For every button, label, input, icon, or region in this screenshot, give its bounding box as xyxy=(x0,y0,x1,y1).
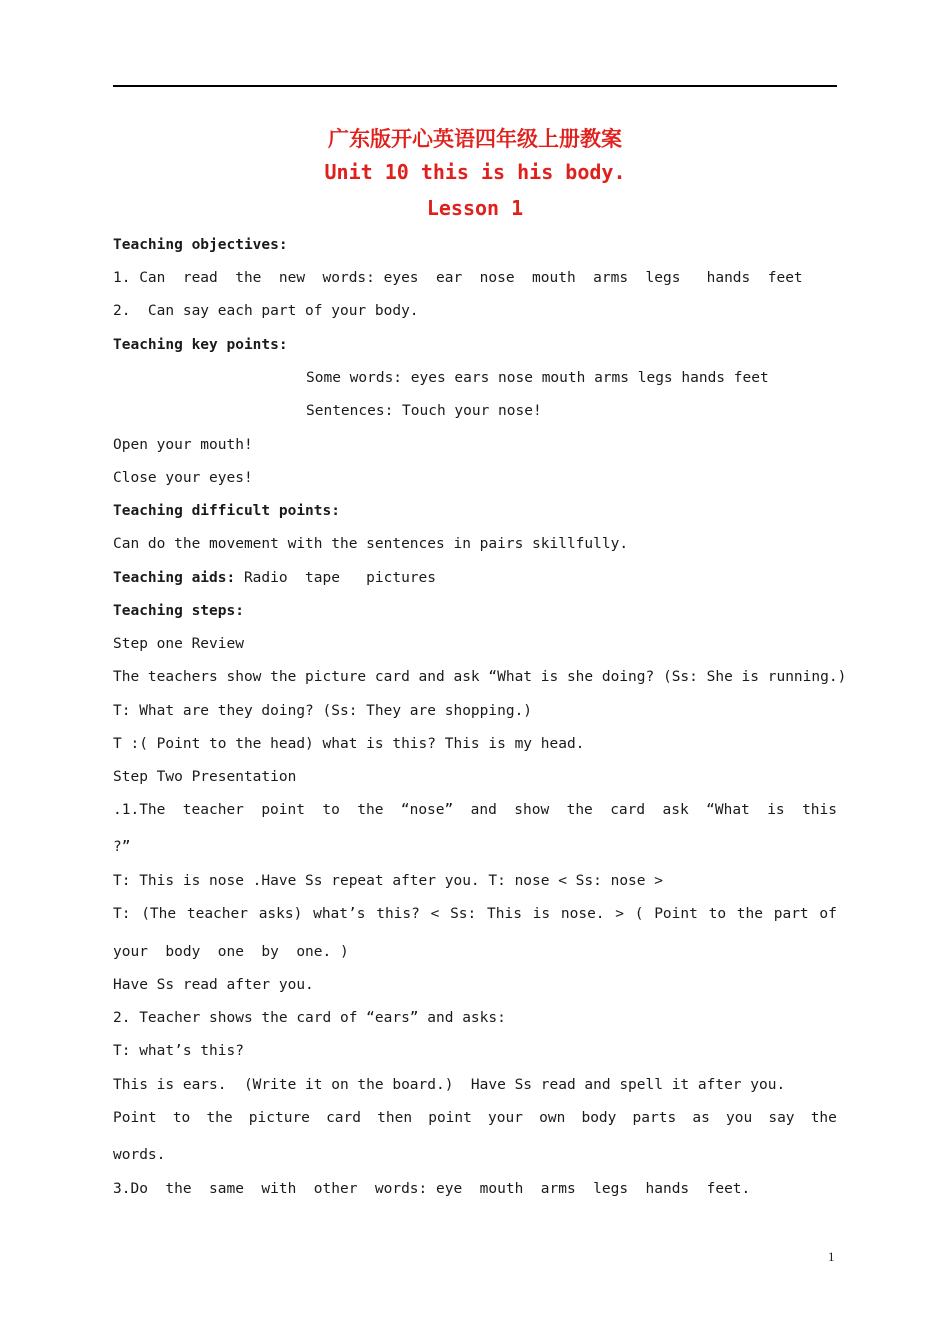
justified-word: (The xyxy=(141,906,177,922)
header-rule xyxy=(113,85,837,87)
title-unit: Unit 10 this is his body. xyxy=(324,160,626,184)
justified-word: ask xyxy=(662,802,689,818)
justified-word: to xyxy=(708,906,727,922)
justified-word: own xyxy=(539,1110,566,1126)
difficult-heading: Teaching difficult points: xyxy=(113,503,340,519)
justified-word: what’s xyxy=(313,906,366,922)
objective-2: 2. Can say each part of your body. xyxy=(113,303,419,319)
aids-text: Radio tape pictures xyxy=(235,570,437,586)
aids-line xyxy=(113,568,436,588)
justified-word: and xyxy=(470,802,497,818)
justified-word: the xyxy=(206,1110,233,1126)
step-line-5: T: This is nose .Have Ss repeat after you. T: nose < Ss: nose > xyxy=(113,873,663,889)
step-line-3: T :( Point to the head) what is this? This is my head. xyxy=(113,736,585,752)
justified-word: point xyxy=(261,802,305,818)
justified-word: your xyxy=(488,1110,523,1126)
justified-word: Point xyxy=(113,1110,157,1126)
justified-word: asks) xyxy=(258,906,303,922)
key-points-words: Some words: eyes ears nose mouth arms legs hands feet xyxy=(306,370,769,386)
justified-word: body xyxy=(581,1110,617,1126)
steps-heading: Teaching steps: xyxy=(113,603,244,619)
key-points-heading: Teaching key points: xyxy=(113,337,288,353)
step-line-7: Have Ss read after you. xyxy=(113,977,314,993)
justified-word: .1.The xyxy=(113,802,166,818)
justified-word: ( xyxy=(634,906,644,922)
aids-heading: Teaching aids: xyxy=(113,570,236,586)
objectives-heading: Teaching objectives: xyxy=(113,237,288,253)
justified-word: > xyxy=(615,906,624,922)
difficult-text: Can do the movement with the sentences in pairs skillfully. xyxy=(113,536,629,552)
justified-word: the xyxy=(810,1110,837,1126)
justified-word: point xyxy=(428,1110,472,1126)
justified-word: then xyxy=(377,1110,413,1126)
justified-word: “nose” xyxy=(400,802,454,818)
justified-word: the xyxy=(736,906,763,922)
justified-word: you xyxy=(725,1110,753,1126)
justified-word: part xyxy=(773,906,809,922)
justified-word: as xyxy=(692,1110,710,1126)
justified-word: to xyxy=(322,802,340,818)
key-points-sentence-3: Close your eyes! xyxy=(113,470,253,486)
justified-word: teacher xyxy=(186,906,248,922)
page-number: 1 xyxy=(828,1249,835,1264)
step-line-9: T: what’s this? xyxy=(113,1043,244,1059)
step-line-11 xyxy=(113,1108,837,1128)
step-one-title: Step one Review xyxy=(113,636,244,652)
step-line-1: The teachers show the picture card and ask “What is she doing? (Ss: She is running.) xyxy=(113,669,847,685)
justified-word: card xyxy=(326,1110,361,1126)
justified-word: parts xyxy=(632,1110,677,1126)
justified-word: This xyxy=(487,906,522,922)
title-chinese: 广东版开心英语四年级上册教案 xyxy=(328,127,622,151)
step-line-4-cont: ?” xyxy=(113,839,131,855)
justified-word: “What xyxy=(706,802,750,818)
step-two-title: Step Two Presentation xyxy=(113,769,297,785)
justified-word: nose. xyxy=(560,906,605,922)
justified-word: card xyxy=(610,802,646,818)
step-line-4 xyxy=(113,800,837,820)
justified-word: say xyxy=(768,1110,795,1126)
justified-word: the xyxy=(357,802,384,818)
justified-word: the xyxy=(566,802,593,818)
justified-word: < xyxy=(430,906,440,922)
step-line-6-cont: your body one by one. ) xyxy=(113,944,349,960)
justified-word: is xyxy=(767,802,785,818)
step-line-10: This is ears. (Write it on the board.) Have Ss read and spell it after you. xyxy=(113,1077,786,1093)
step-line-12: 3.Do the same with other words: eye mouth arms legs hands feet. xyxy=(113,1181,751,1197)
objective-1: 1. Can read the new words: eyes ear nose mouth arms legs hands feet xyxy=(113,270,803,286)
step-line-11-cont: words. xyxy=(113,1147,166,1163)
justified-word: to xyxy=(172,1110,191,1126)
justified-word: is xyxy=(532,906,551,922)
justified-word: T: xyxy=(113,906,131,922)
justified-word: teacher xyxy=(182,802,244,818)
key-points-sentence-2: Open your mouth! xyxy=(113,437,253,453)
justified-word: show xyxy=(514,802,550,818)
justified-word: Point xyxy=(654,906,698,922)
justified-word: of xyxy=(819,906,837,922)
step-line-6 xyxy=(113,904,837,924)
justified-word: this? xyxy=(376,906,420,922)
justified-word: this xyxy=(802,802,837,818)
step-line-8: 2. Teacher shows the card of “ears” and asks: xyxy=(113,1010,506,1026)
justified-word: Ss: xyxy=(450,906,477,922)
step-line-2: T: What are they doing? (Ss: They are shopping.) xyxy=(113,703,533,719)
key-points-sentences: Sentences: Touch your nose! xyxy=(306,403,542,419)
justified-word: picture xyxy=(248,1110,310,1126)
title-lesson: Lesson 1 xyxy=(426,196,524,220)
